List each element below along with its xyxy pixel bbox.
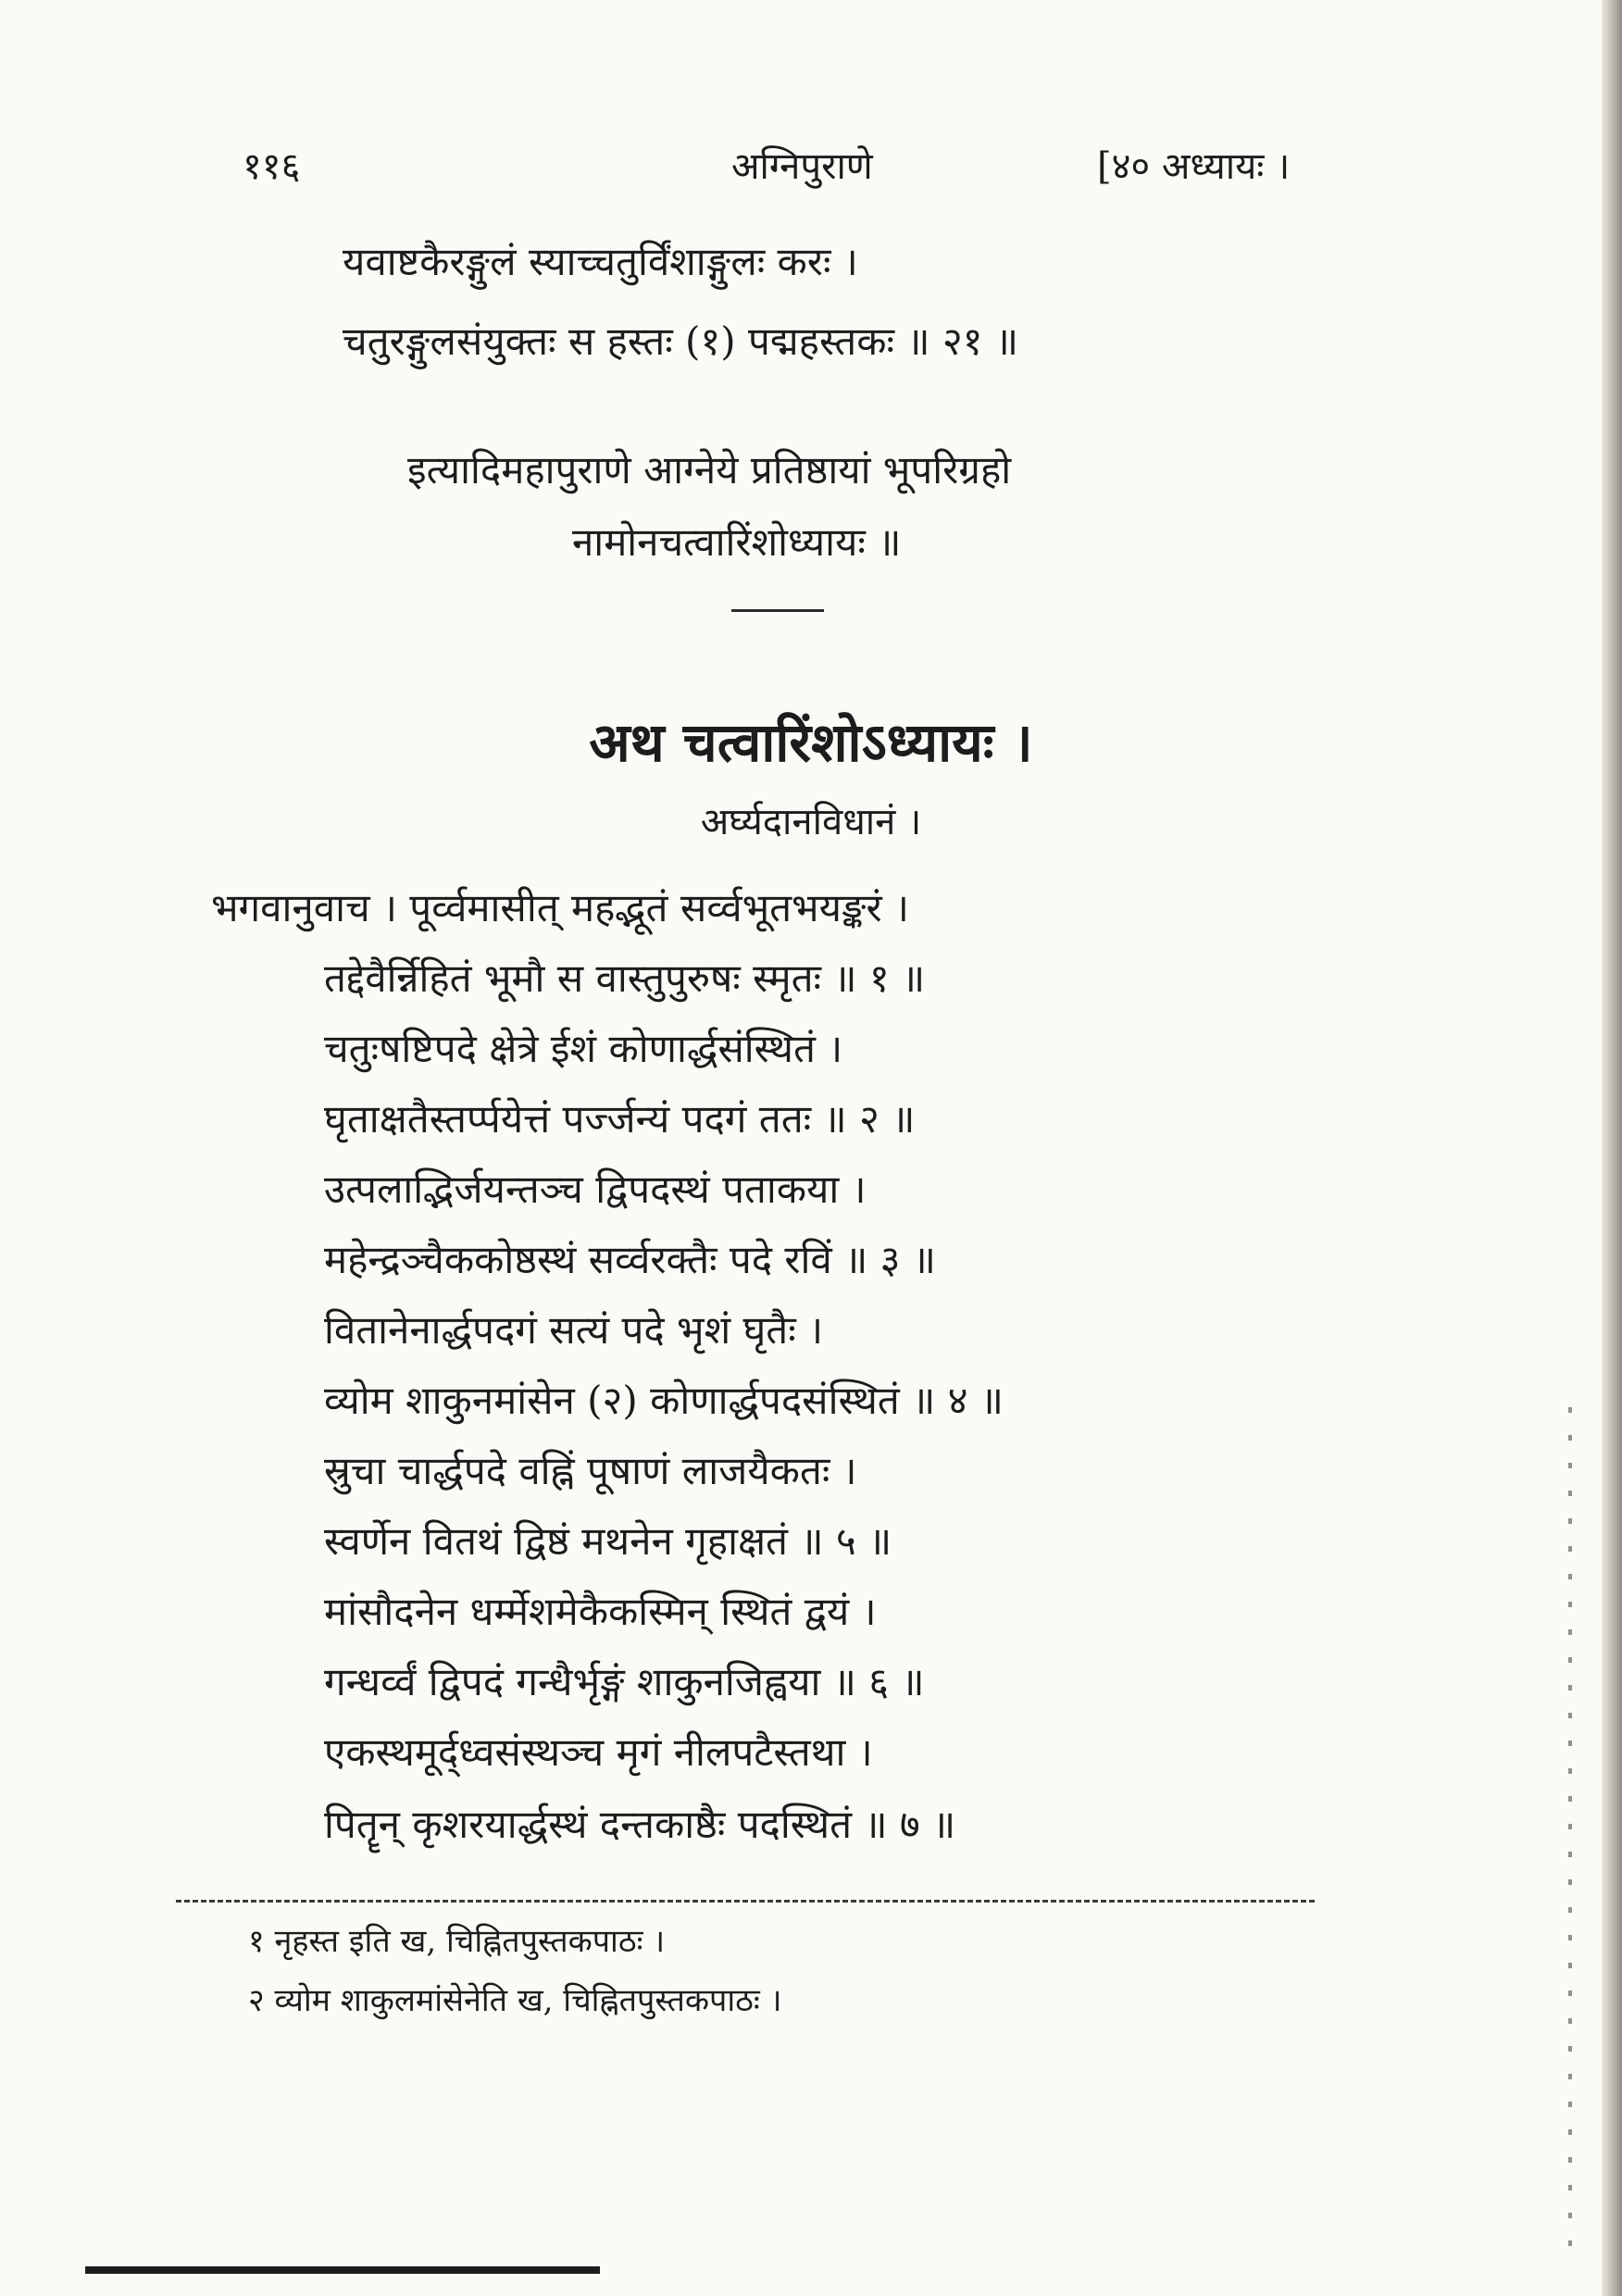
colophon-line: इत्यादिमहापुराणे आग्नेये प्रतिष्ठायां भूपरिग्रहो — [407, 447, 1012, 493]
verse-line: तद्देवैर्न्निहितं भूमौ स वास्तुपुरुषः स्मृतः ॥ १ ॥ — [324, 955, 926, 1001]
verse-line: स्वर्णेन वितथं द्विष्ठं मथनेन गृहाक्षतं ॥ ५ ॥ — [324, 1518, 892, 1564]
verse-line: उत्पलाद्भिर्जयन्तञ्च द्विपदस्थं पताकया । — [324, 1167, 867, 1212]
chapter-subtitle: अर्घ्यदानविधानं । — [700, 801, 922, 843]
running-title: अग्निपुराणे — [731, 145, 873, 188]
verse-line: चतुःषष्टिपदे क्षेत्रे ईशं कोणार्द्धसंस्थितं । — [324, 1026, 843, 1071]
verse-line: मांसौदनेन धर्म्मेशमेकैकस्मिन् स्थितं द्वयं । — [324, 1589, 877, 1634]
chapter-reference: [४० अध्यायः । — [1097, 145, 1291, 188]
verse-line: घृताक्षतैस्तर्प्पयेत्तं पर्ज्जन्यं पदगं ततः ॥ २ ॥ — [324, 1096, 916, 1142]
page-edge-shadow — [1602, 0, 1622, 2296]
top-verse-line: यवाष्टकैरङ्गुलं स्याच्चतुर्विंशाङ्गुलः करः । — [343, 239, 858, 284]
verse-line: व्योम शाकुनमांसेन (२) कोणार्द्धपदसंस्थितं ॥ ४ ॥ — [324, 1378, 1004, 1423]
verse-line: गन्धर्व्वं द्विपदं गन्धैर्भृङ्गं शाकुनजिह्वया ॥ ६ ॥ — [324, 1659, 925, 1704]
footnote-rule — [176, 1900, 1315, 1903]
top-verse-line: चतुरङ्गुलसंयुक्तः स हस्तः (१) पद्महस्तकः ॥ २१ ॥ — [343, 318, 1019, 364]
verse-line: वितानेनार्द्धपदगं सत्यं पदे भृशं घृतैः । — [324, 1307, 824, 1353]
verse-line: स्रुचा चार्द्धपदे वह्निं पूषाणं लाजयैकतः । — [324, 1448, 857, 1493]
verse-line: एकस्थमूर्द्ध्वसंस्थञ्च मृगं नीलपटैस्तथा । — [324, 1729, 873, 1775]
page-number: ११६ — [243, 145, 301, 188]
verse-line: भगवानुवाच । पूर्व्वमासीत् महद्भूतं सर्व्वभूतभयङ्करं । — [211, 885, 909, 930]
page-bottom-rule — [85, 2266, 600, 2274]
section-divider — [731, 609, 824, 612]
verse-line: महेन्द्रञ्चैककोष्ठस्थं सर्व्वरक्तैः पदे रविं ॥ ३ ॥ — [324, 1237, 936, 1282]
verse-line: पितॄन् कृशरयार्द्धस्थं दन्तकाष्ठैः पदस्थितं ॥ ७ ॥ — [324, 1802, 956, 1847]
footnote: १ नृहस्त इति ख, चिह्नितपुस्तकपाठः । — [248, 1923, 666, 1960]
footnote: २ व्योम शाकुलमांसेनेति ख, चिह्नितपुस्तकपाठः । — [248, 1982, 782, 2019]
margin-speckle — [1568, 1407, 1572, 2259]
chapter-title: अथ चत्वारिंशोऽध्यायः । — [589, 711, 1033, 774]
colophon-line: नामोनचत्वारिंशोध्यायः ॥ — [572, 519, 902, 565]
